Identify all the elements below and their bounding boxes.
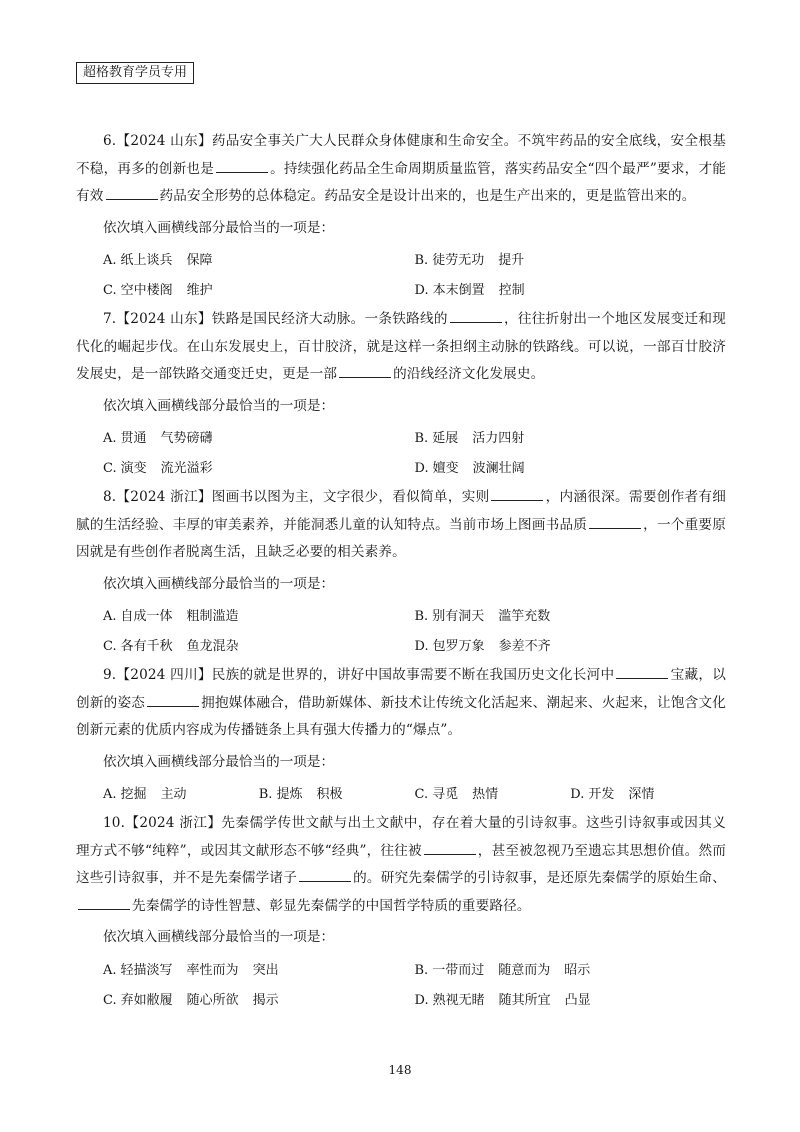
fill-blank (616, 677, 668, 679)
option-term: 粗制滥造 (186, 609, 239, 624)
option-c[interactable] (103, 454, 415, 484)
question-prompt: 依次填入画横线部分最恰当的一项是： (103, 753, 335, 770)
option-term: 各有千秋 (120, 639, 173, 654)
options-grid (103, 956, 726, 1016)
option-term: 提升 (498, 253, 525, 268)
option-d[interactable] (415, 986, 727, 1016)
option-term: 随心所欲 (186, 992, 239, 1008)
option-b[interactable] (415, 956, 727, 986)
options-grid (103, 424, 726, 484)
option-term: 气势磅礴 (160, 431, 213, 446)
option-label: C. (103, 992, 117, 1008)
option-d[interactable] (570, 780, 726, 810)
option-term: 本末倒置 (432, 283, 485, 298)
watermark-stamp: 超格教育学员专用 (76, 62, 194, 84)
question-prompt: 依次填入画横线部分最恰当的一项是： (103, 575, 335, 592)
stem-text: 拥抱媒体融合，借助新媒体、新技术让传统文化活起来、潮起来、火起来，让饱含文化创新元素的优质内容成为传播链条上具有强大传播力的“爆点”。 (76, 694, 727, 738)
option-label: B. (414, 253, 429, 268)
option-term: 波澜壮阔 (472, 461, 525, 476)
option-term: 开发 (588, 787, 615, 802)
question-stem (76, 662, 726, 745)
question-prompt: 依次填入画横线部分最恰当的一项是： (103, 397, 335, 414)
option-label: D. (414, 639, 429, 654)
question-stem (76, 128, 726, 211)
option-label: A. (103, 253, 117, 268)
option-a[interactable] (103, 602, 415, 632)
option-term: 积极 (316, 787, 343, 802)
option-term: 主动 (160, 787, 187, 802)
stem-text: ，一个重要原因就是有些创作者脱离生活，且缺乏必要的相关素养。 (76, 516, 726, 560)
stem-text: 6.【2024 山东】药品安全事关广大人民群众身体健康和生命安全。不筑牢药品的安全底线，安全根基不稳，再多的创新也是 (76, 133, 726, 177)
option-b[interactable] (415, 424, 727, 454)
option-c[interactable] (415, 780, 571, 810)
option-d[interactable] (415, 276, 727, 306)
option-term: 贯通 (120, 431, 147, 446)
option-term: 演变 (120, 461, 147, 476)
option-term: 深情 (628, 787, 655, 802)
option-term: 热情 (472, 787, 499, 802)
stem-text: 先秦儒学的诗性智慧、彰显先秦儒学的中国哲学特质的重要路径。 (132, 897, 531, 914)
fill-blank (491, 499, 543, 501)
stem-text: 8.【2024 浙江】图画书以图为主，文字很少，看似简单，实则 (103, 489, 490, 505)
fill-blank (78, 908, 130, 910)
option-label: C. (103, 461, 117, 476)
option-d[interactable] (415, 632, 727, 662)
question-block (76, 484, 726, 662)
option-c[interactable] (103, 986, 415, 1016)
option-a[interactable] (103, 780, 259, 810)
option-label: D. (414, 461, 429, 476)
option-term: 凸显 (564, 992, 591, 1008)
option-term: 控制 (498, 283, 525, 298)
option-label: A. (103, 962, 117, 978)
option-label: B. (258, 787, 273, 802)
stem-text: 7.【2024 山东】铁路是国民经济大动脉。一条铁路线的 (103, 311, 448, 327)
option-term: 随意而为 (498, 962, 551, 978)
question-block (76, 662, 726, 810)
option-term: 徒劳无功 (432, 253, 485, 268)
option-b[interactable] (415, 602, 727, 632)
stem-text: 10.【2024 浙江】先秦儒学传世文献与出土文献中，存在着大量的引诗叙事。这些引诗叙事或因其义理方式不够“纯粹”，或因其文献形态不够“经典”，往往被 (76, 815, 726, 859)
fill-blank (424, 853, 476, 855)
option-label: C. (414, 787, 429, 802)
option-term: 流光溢彩 (160, 461, 213, 476)
fill-blank (339, 376, 391, 378)
question-block (76, 810, 726, 1016)
option-label: B. (414, 431, 429, 446)
fill-blank (216, 171, 268, 173)
option-term: 滥竽充数 (498, 609, 551, 624)
option-term: 纸上谈兵 (120, 253, 173, 268)
option-label: B. (414, 609, 429, 624)
option-term: 参差不齐 (498, 639, 551, 654)
option-term: 率性而为 (186, 962, 239, 978)
option-term: 昭示 (564, 962, 591, 978)
option-a[interactable] (103, 956, 415, 986)
option-term: 别有洞天 (432, 609, 485, 624)
question-stem (76, 306, 726, 389)
option-term: 自成一体 (120, 609, 173, 624)
option-term: 延展 (432, 431, 459, 446)
option-term: 保障 (186, 253, 213, 268)
option-label: D. (570, 787, 585, 802)
stem-text: ，往往折射出一个地区发展变迁和现代化的崛起步伐。在山东发展史上，百廿胶济，就是这样一条担纲主动脉的铁路线。可以说，一部百廿胶济发展史，是一部铁路交通变迁史，更是一部 (76, 311, 726, 382)
option-label: A. (103, 431, 117, 446)
question-block (76, 306, 726, 484)
option-label: D. (414, 283, 429, 298)
option-label: C. (103, 283, 117, 298)
option-label: A. (103, 609, 117, 624)
fill-blank (299, 880, 351, 882)
question-stem (76, 484, 726, 567)
question-list (76, 128, 726, 1016)
option-a[interactable] (103, 246, 415, 276)
option-term: 一带而过 (432, 962, 485, 978)
option-term: 揭示 (252, 992, 279, 1008)
stem-text: 药品安全形势的总体稳定。药品安全是设计出来的，也是生产出来的，更是监管出来的。 (159, 188, 696, 204)
option-term: 弃如敝履 (120, 992, 173, 1008)
options-grid (103, 602, 726, 662)
stem-text: 的。研究先秦儒学的引诗叙事，是还原先秦儒学的原始生命、 (353, 870, 726, 886)
stem-text: ，甚至被忽视乃至遗忘其思想价值。然而这些引诗叙事，并不是先秦儒学诸子 (76, 842, 726, 886)
fill-blank (450, 321, 502, 323)
option-c[interactable] (103, 276, 415, 306)
option-d[interactable] (415, 454, 727, 484)
option-term: 轻描淡写 (120, 962, 173, 978)
option-a[interactable] (103, 424, 415, 454)
option-term: 包罗万象 (432, 639, 485, 654)
question-prompt: 依次填入画横线部分最恰当的一项是： (103, 929, 335, 945)
stem-text: 宝藏，以创新的姿态 (76, 667, 726, 711)
option-term: 活力四射 (472, 431, 525, 446)
stem-text: ，内涵很深。需要创作者有细腻的生活经验、丰厚的审美素养，并能洞悉儿童的认知特点。当前市场上图画书品质 (76, 489, 726, 533)
option-term: 突出 (252, 962, 279, 978)
option-label: B. (414, 962, 429, 978)
option-term: 寻觅 (432, 787, 459, 802)
option-b[interactable] (259, 780, 415, 810)
option-term: 挖掘 (120, 787, 147, 802)
option-label: C. (103, 639, 117, 654)
question-block (76, 128, 726, 306)
stem-text: 。持续强化药品全生命周期质量监管，落实药品安全“四个最严”要求，才能有效 (76, 160, 727, 204)
option-term: 熟视无睹 (432, 992, 485, 1008)
fill-blank (106, 198, 158, 200)
question-prompt: 依次填入画横线部分最恰当的一项是： (103, 219, 335, 236)
stem-text: 9.【2024 四川】民族的就是世界的，讲好中国故事需要不断在我国历史文化长河中 (103, 667, 615, 683)
option-term: 空中楼阁 (120, 283, 173, 298)
options-grid (103, 780, 726, 810)
option-term: 提炼 (276, 787, 303, 802)
fill-blank (589, 527, 641, 529)
option-term: 嬗变 (432, 461, 459, 476)
option-term: 随其所宜 (498, 992, 551, 1008)
option-term: 鱼龙混杂 (186, 639, 239, 654)
option-c[interactable] (103, 632, 415, 662)
option-b[interactable] (415, 246, 727, 276)
fill-blank (147, 705, 199, 707)
stem-text: 的沿线经济文化发展史。 (393, 366, 545, 382)
page-number: 148 (388, 1063, 412, 1077)
question-stem (76, 810, 726, 920)
option-label: A. (103, 787, 117, 802)
option-label: D. (414, 992, 429, 1008)
options-grid (103, 246, 726, 306)
option-term: 维护 (186, 283, 213, 298)
